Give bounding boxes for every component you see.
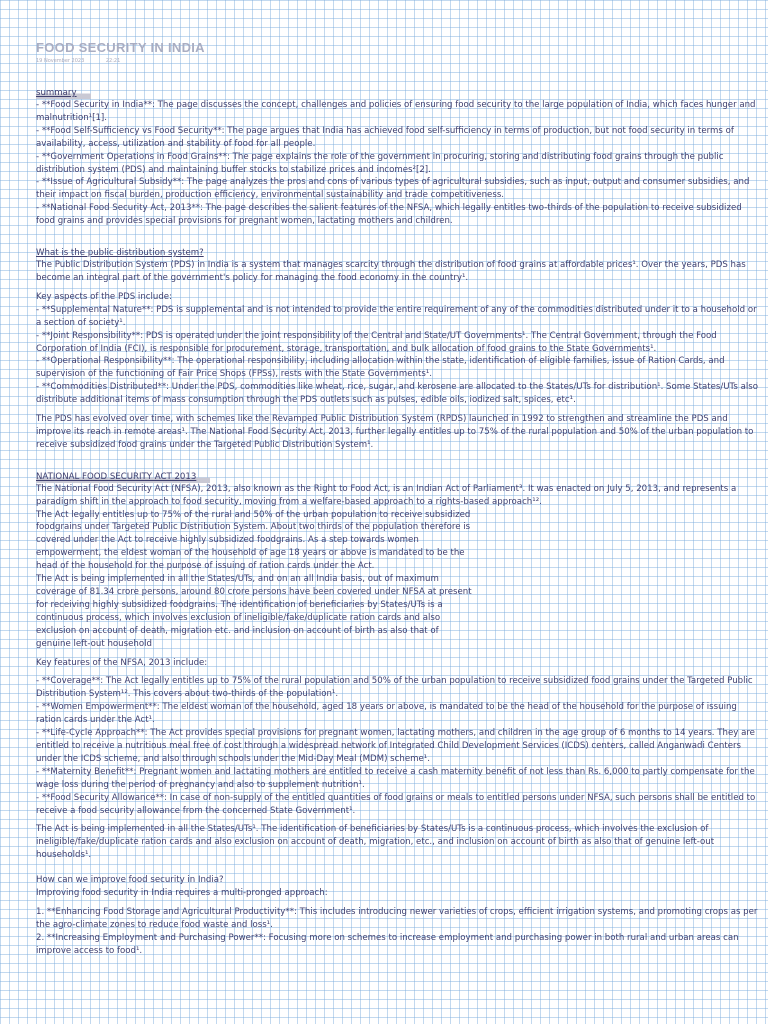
pds-heading: What is the public distribution system? <box>36 248 204 259</box>
nfsa-heading: NATIONAL FOOD SECURITY ACT 2013 <box>36 471 210 483</box>
page-meta <box>36 58 762 64</box>
improve-heading: How can we improve food security in India? <box>36 875 224 886</box>
page-title: FOOD SECURITY IN INDIA <box>36 40 205 55</box>
page-date: 19 November 2023 <box>36 58 85 64</box>
nfsa-key-heading: Key features of the NFSA, 2013 include: <box>36 657 208 668</box>
nfsa-implementation: The Act is being implemented in all the States/UTs¹. The identification of beneficiaries by States/UTs is a continuous process, which involves the exclusion of ineligible/fake/duplicate ration cards and also exclusion on account of death, migration, etc., and inclusion on account of birth as also that of genuine left-out households¹. <box>36 824 715 861</box>
nfsa-intro: The National Food Security Act (NFSA), 2013, also known as the Right to Food Act, is an Indian Act of Parliament³. It was enacted on July 5, 2013, and represents a paradigm shift in the approach to food security, moving from a welfare-based approach to a rights-based approach¹². <box>36 483 737 507</box>
summary-item: - **Issue of Agricultural Subsidy**: The page analyzes the pros and cons of various types of agricultural subsidies, such as input, output and consumer subsidies, and their impact on fiscal burden, production efficiency, environmental sustainability and trade competitiveness. <box>36 177 750 201</box>
pds-key-item: - **Joint Responsibility**: PDS is operated under the joint responsibility of the Central and State/UT Governments¹. The Central Government, through the Food Corporation of India (FCI), is responsible for procurement, storage, transportation, and bulk allocation of food grains to the State Governments¹. <box>36 330 717 354</box>
page-time: 22:21 <box>105 58 121 64</box>
improve-item: 1. **Enhancing Food Storage and Agricultural Productivity**: This includes introducing newer varieties of crops, efficient irrigation systems, and promoting crops as per the agro-climate zones to reduce food waste and loss¹. <box>36 906 758 930</box>
pds-evolution: The PDS has evolved over time, with schemes like the Revamped Public Distribution System (RPDS) launched in 1992 to strengthen and streamline the PDS and improve its reach in remote areas¹. The National Food Security Act, 2013, further legally entitles up to 75% of the rural population and 50% of the urban population to receive subsidized food grains under the Targeted Public Distribution System¹. <box>36 414 754 450</box>
document-page <box>36 40 762 958</box>
pds-key-heading: Key aspects of the PDS include: <box>36 291 172 302</box>
pds-key-item: - **Commodities Distributed**: Under the PDS, commodities like wheat, rice, sugar, and kerosene are allocated to the States/UTs for distribution¹. Some States/UTs also distribute additional items of mass consumption through the PDS outlets such as pulses, edible oils, iodized salt, spices, etc¹. <box>36 382 758 406</box>
nfsa-key-item: - **Food Security Allowance**: In case of non-supply of the entitled quantities of food grains or meals to entitled persons under NFSA, such persons shall be entitled to receive a food security allowance from the concerned State Government¹. <box>36 792 756 816</box>
nfsa-narrow-block <box>36 509 762 651</box>
pds-key-item: - **Supplemental Nature**: PDS is supplemental and is not intended to provide the entire requirement of any of the commodities distributed under it to a household or a section of society¹. <box>36 304 757 328</box>
summary-item: - **National Food Security Act, 2013**: The page describes the salient features of the NFSA, which legally entitles two-thirds of the population to receive subsidized food grains and provides special provisions for pregnant women, lactating mothers and children. <box>36 203 742 227</box>
nfsa-narrow-text: The Act is being implemented in all the States/UTs, and on an all India basis, out of maximum coverage of 81.34 crore persons, around 80 crore persons have been covered under NFSA at present for receiving highly subsidized foodgrains. The identification of beneficiaries by States/UTs is a continuous process, which involves exclusion of ineligible/fake/duplicate ration cards and also exclusion on account of death, migration etc. and inclusion on account of birth as also that of genuine left-out household <box>36 574 472 649</box>
pds-intro: The Public Distribution System (PDS) in India is a system that manages scarcity through the distribution of food grains at affordable prices¹. Over the years, PDS has become an integral part of the government's policy for managing the food economy in the country¹. <box>36 260 746 283</box>
nfsa-narrow-text: The Act legally entitles up to 75% of the rural and 50% of the urban population to receive subsidized foodgrains under Targeted Public Distribution System. About two thirds of the population therefore is covered under the Act to receive highly subsidized foodgrains. As a step towards women empowerment, the eldest woman of the household of age 18 years or above is mandated to be the head of the household for the purpose of issuing of ration cards under the Act. <box>36 509 471 572</box>
summary-list <box>36 99 762 228</box>
summary-item: - **Food Self-Sufficiency vs Food Security**: The page argues that India has achieved food self-sufficiency in terms of production, but not food security in terms of availability, access, utilization and stability of food for all people. <box>36 125 734 149</box>
improve-item: 2. **Increasing Employment and Purchasing Power**: Focusing more on schemes to increase employment and purchasing power in both rural and urban areas can improve access to food¹. <box>36 932 739 956</box>
improve-intro: Improving food security in India requires a multi-pronged approach: <box>36 888 328 899</box>
pds-key-item: - **Operational Responsibility**: The operational responsibility, including allocation within the state, identification of eligible families, issue of Ration Cards, and supervision of the functioning of Fair Price Shops (FPSs), rests with the State Governments¹. <box>36 356 725 380</box>
nfsa-key-item: - **Coverage**: The Act legally entitles up to 75% of the rural population and 50% of the urban population to receive subsidized food grains under the Targeted Public Distribution System¹². This covers about two-thirds of the population¹. <box>36 676 753 700</box>
nfsa-key-item: - **Maternity Benefit**: Pregnant women and lactating mothers are entitled to receive a cash maternity benefit of not less than Rs. 6,000 to partly compensate for the wage loss during the period of pregnancy and also to supplement nutrition¹. <box>36 766 755 790</box>
summary-item: - **Government Operations in Food Grains**: The page explains the role of the government in procuring, storing and distributing food grains through the public distribution system (PDS) and maintaining buffer stocks to stabilize prices and incomes²[2]. <box>36 151 724 175</box>
summary-heading: summary <box>36 87 91 99</box>
nfsa-key-item: - **Life-Cycle Approach**: The Act provides special provisions for pregnant women, lactating mothers, and children in the age group of 6 months to 14 years. They are entitled to receive a nutritious meal free of cost through a widespread network of Integrated Child Development Services (ICDS) centers, called Anganwadi Centers under the ICDS scheme, and also through schools under the Mid-Day Meal (MDM) scheme¹. <box>36 728 755 764</box>
nfsa-key-item: - **Women Empowerment**: The eldest woman of the household, aged 18 years or above, is mandated to be the head of the household for the purpose of issuing ration cards under the Act¹. <box>36 702 737 726</box>
summary-item: - **Food Security in India**: The page discusses the concept, challenges and policies of ensuring food security to the large population of India, which faces hunger and malnutrition¹[1]. <box>36 100 756 123</box>
